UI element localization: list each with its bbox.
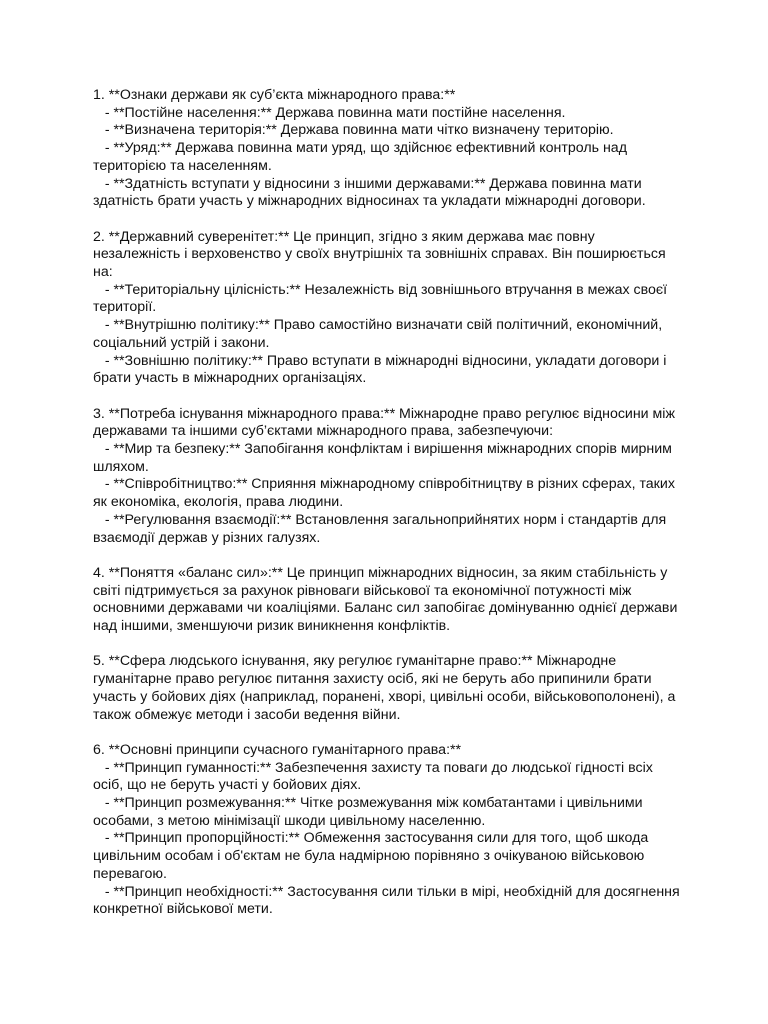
section-heading: 1. **Ознаки держави як суб’єкта міжнародного права:** bbox=[93, 87, 456, 103]
section-heading: 6. **Основні принципи сучасного гуманітарного права:** bbox=[93, 741, 462, 758]
list-item: - **Принцип необхідності:** Застосування сили тільки в мірі, необхідній для досягнення конкретної військової мети. bbox=[93, 883, 684, 918]
section-heading: 3. **Потреба існування міжнародного права:** Міжнародне право регулює відносини між державами та іншими суб’єктами міжнародного права, забезпечуючи: bbox=[93, 405, 679, 440]
list-item: - **Принцип пропорційності:** Обмеження застосування сили для того, щоб шкода цивільним особам і об'єктам не була надмірною порівняно з очікуваною військовою перевагою. bbox=[93, 830, 653, 882]
section-paragraph: 4. **Поняття «баланс сил»:** Це принцип міжнародних відносин, за яким стабільність у світі підтримується за рахунок рівноваги військової та економічної потужності між основними державами чи коаліціями. Баланс сил запобігає домінуванню однієї держави над іншими, зменшуючи ризик виникнення конфліктів. bbox=[93, 564, 682, 635]
list-item: - **Внутрішню політику:** Право самостійно визначати свій політичний, економічний, соціальний устрій і закони. bbox=[93, 317, 667, 351]
section-paragraph: 5. **Сфера людського існування, яку регулює гуманітарне право:** Міжнародне гуманітарне право регулює питання захисту осіб, які не беруть або припинили брати участь у бойових діях (наприклад, поранені, хворі, цивільні особи, військовополонені), а також обмежує методи і засоби ведення війни. bbox=[93, 653, 680, 723]
section-6 bbox=[93, 742, 683, 919]
list-item: - **Територіальну цілісність:** Незалежність від зовнішнього втручання в межах своєї території. bbox=[93, 281, 672, 316]
list-item: - **Регулювання взаємодії:** Встановлення загальноприйнятих норм і стандартів для взаємодії держав у різних галузях. bbox=[93, 511, 671, 546]
section-heading: 2. **Державний суверенітет:** Це принцип, згідно з яким держава має повну незалежність і верховенство у своїх внутрішніх та зовнішніх справах. Він поширюється на: bbox=[93, 228, 670, 281]
list-item: - **Принцип розмежування:** Чітке розмежування між комбатантами і цивільними особами, з метою мінімізації шкоди цивільному населенню. bbox=[93, 795, 647, 829]
list-item: - **Постійне населення:** Держава повинна мати постійне населення. bbox=[93, 104, 566, 121]
section-1 bbox=[93, 87, 683, 211]
section-4 bbox=[93, 565, 683, 636]
list-item: - **Співробітництво:** Сприяння міжнародному співробітництву в різних сферах, таких як економіка, екологія, права людини. bbox=[93, 476, 679, 511]
section-5 bbox=[93, 653, 683, 724]
section-3 bbox=[93, 406, 683, 548]
list-item: - **Здатність вступати у відносини з іншими державами:** Держава повинна мати здатність брати участь у міжнародних відносинах та укладати міжнародні договори. bbox=[93, 175, 646, 210]
section-2 bbox=[93, 229, 683, 388]
list-item: - **Мир та безпеку:** Запобігання конфліктам і вирішення міжнародних спорів мирним шляхом. bbox=[93, 441, 676, 475]
list-item: - **Зовнішню політику:** Право вступати в міжнародні відносини, укладати договори і брати участь в міжнародних організаціях. bbox=[93, 352, 671, 387]
list-item: - **Принцип гуманності:** Забезпечення захисту та поваги до людської гідності всіх осіб, що не беруть участі у бойових діях. bbox=[93, 759, 657, 794]
document-page bbox=[93, 87, 683, 937]
list-item: - **Визначена територія:** Держава повинна мати чітко визначену територію. bbox=[93, 122, 614, 139]
list-item: - **Уряд:** Держава повинна мати уряд, що здійснює ефективний контроль над територією та населенням. bbox=[93, 140, 631, 174]
